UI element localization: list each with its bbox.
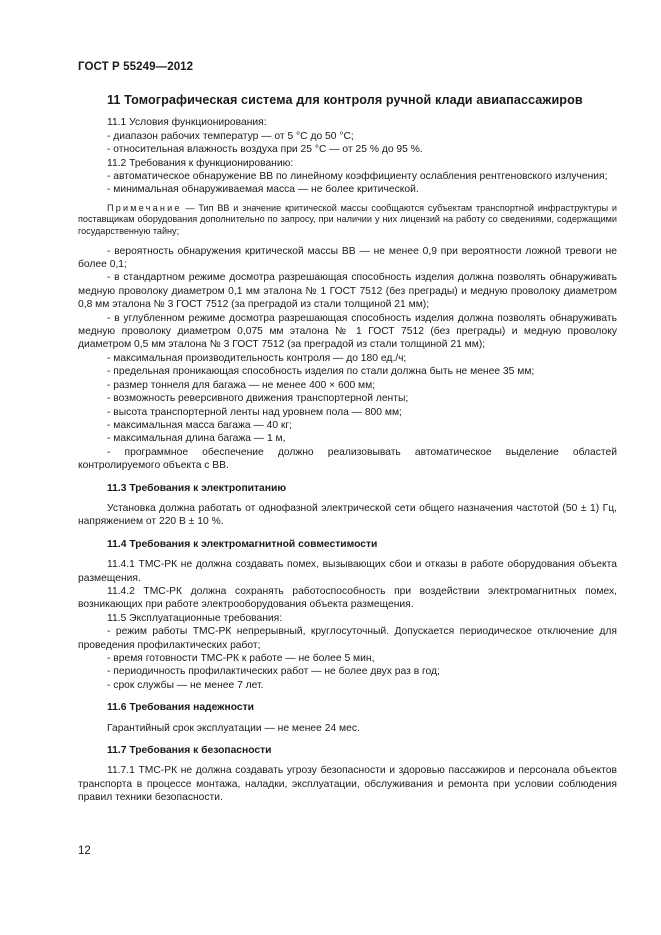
paragraph: Установка должна работать от однофазной электрической сети общего назначения частотой (50 ± 1) Гц, напряжением от 220 В ± 10 %. [78,502,617,528]
section-11-4-title: 11.4 Требования к электромагнитной совместимости [107,538,378,550]
list-item: - максимальная длина багажа — 1 м, [107,433,286,445]
section-11-3-title: 11.3 Требования к электропитанию [107,482,287,494]
list-item: - режим работы ТМС-РК непрерывный, круглосуточный. Допускается периодическое отключение для проведения профилактических работ; [78,626,617,651]
paragraph: 11.7.1 ТМС-РК не должна создавать угрозу безопасности и здоровью пассажиров и персонала объектов транспорта в процессе монтажа, наладки, эксплуатации, обслуживания и ремонта при условии соблюдения правил техники безопасности. [78,765,617,804]
list-item: - возможность реверсивного движения транспортерной ленты; [107,393,409,405]
paragraph: 11.2 Требования к функционированию: [107,157,294,169]
section-11-6-title: 11.6 Требования надежности [107,702,254,714]
paragraph: 11.4.2 ТМС-РК должна сохранять работоспособность при воздействии электромагнитных помех, возникающих при работе электрооборудования объекта размещения. [78,585,617,611]
page-body [78,88,617,805]
list-item: - периодичность профилактических работ — не более двух раз в год; [107,666,440,678]
paragraph: 11.1 Условия функционирования: [107,117,267,129]
list-item: - относительная влажность воздуха при 25 °С — от 25 % до 95 %. [107,144,423,156]
note-text: — Тип ВВ и значение критической массы сообщаются субъектам транспортной инфраструктуры и поставщикам оборудования дополнительно по запросу, при наличии у них лицензий на работу со сведениями, содержащими государственную тайну; [78,202,617,237]
list-item: - время готовности ТМС-РК к работе — не более 5 мин, [107,653,375,664]
note [78,203,617,238]
list-item: - предельная проникающая способность изделия по стали должна быть не менее 35 мм; [107,366,535,378]
document-header: ГОСТ Р 55249—2012 [78,61,194,73]
list-item: - программное обеспечение должно реализовывать автоматическое выделение областей контролируемого объекта с ВВ. [78,446,617,472]
section-11-title: 11 Томографическая система для контроля ручной клади авиапассажиров [107,93,583,107]
paragraph: 11.5 Эксплуатационные требования: [107,612,283,624]
list-item: - максимальная производительность контроля — до 180 ед./ч; [107,352,407,364]
section-11-7-title: 11.7 Требования к безопасности [107,745,272,757]
list-item: - минимальная обнаруживаемая масса — не более критической. [107,184,419,196]
list-item: - срок службы — не менее 7 лет. [107,679,264,691]
list-item: - вероятность обнаружения критической массы ВВ — не менее 0,9 при вероятности ложной тревоги не более 0,1; [78,245,617,271]
note-lead: Примечание [107,202,182,213]
paragraph: Гарантийный срок эксплуатации — не менее 24 мес. [107,722,360,734]
list-item: - высота транспортерной ленты над уровнем пола — 800 мм; [107,406,402,418]
paragraph: 11.4.1 ТМС-РК не должна создавать помех, вызывающих сбои и отказы в работе оборудования объекта размещения. [78,559,617,584]
list-item: - максимальная масса багажа — 40 кг; [107,419,293,431]
list-item: - в стандартном режиме досмотра разрешающая способность изделия должна позволять обнаруживать медную проволоку диаметром 0,1 мм эталона № 1 ГОСТ 7512 (без преграды) и медную проволоку диаметром 0,8 мм эталона № 3 ГОСТ 7512 (за преградой из стали толщиной 21 мм); [78,272,617,311]
list-item: - в углубленном режиме досмотра разрешающая способность изделия должна позволять обнаруживать медную проволоку диаметром 0,075 мм эталона № 1 ГОСТ 7512 (без преграды) и медную проволоку диаметром 0,5 мм эталона № 3 ГОСТ 7512 (за преградой из стали толщиной 21 мм); [78,312,617,351]
list-item: - размер тоннеля для багажа — не менее 400 × 600 мм; [107,379,376,391]
list-item: - диапазон рабочих температур — от 5 °С до 50 °С; [107,130,354,142]
page-number: 12 [78,845,91,857]
list-item: - автоматическое обнаружение ВВ по линейному коэффициенту ослабления рентгеновского излучения; [107,171,608,183]
